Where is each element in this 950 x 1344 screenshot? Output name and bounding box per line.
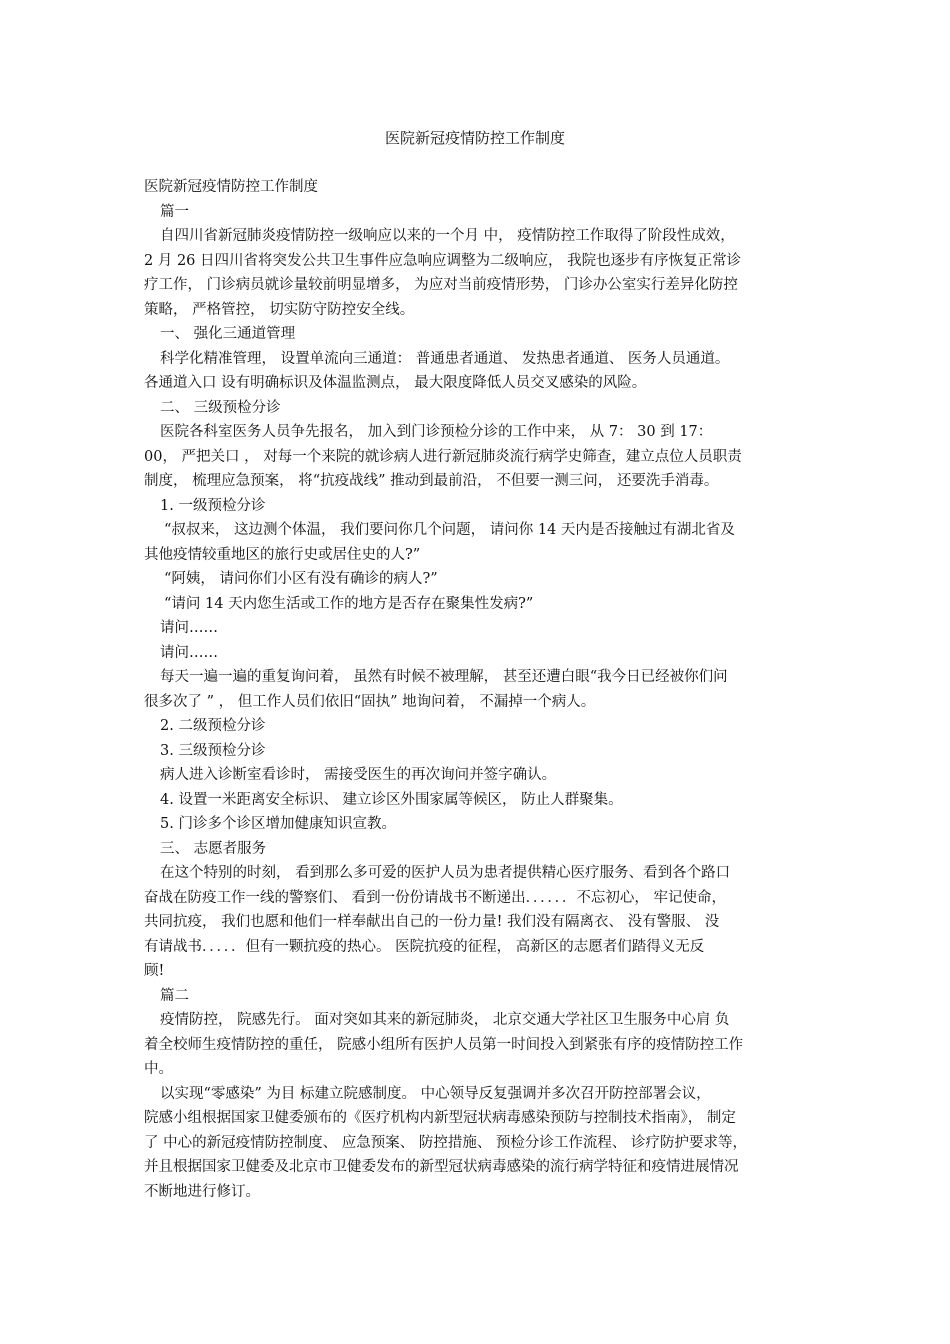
text-line: 了 中心的新冠疫情防控制度、 应急预案、 防控措施、 预检分诊工作流程、 诊疗防护要求等，	[144, 1134, 748, 1151]
text-line: 顾!	[144, 963, 165, 979]
text-line: 并且根据国家卫健委及北京市卫健委发布的新型冠状病毒感染的流行病学特征和疫情进展情况	[144, 1159, 739, 1175]
text-line: 每天一遍一遍的重复询问着， 虽然有时候不被理解， 甚至还遭白眼“我今日已经被你们问	[160, 669, 728, 685]
text-line: 4. 设置一米距离安全标识、 建立诊区外围家属等候区， 防止人群聚集。	[160, 791, 623, 808]
text-line: 策略， 严格管控， 切实防守防控安全线。	[144, 301, 415, 318]
text-line: 以实现“零感染” 为目 标建立院感制度。 中心领导反复强调并多次召开防控部署会议，	[160, 1085, 711, 1102]
text-line: 三、 志愿者服务	[160, 840, 267, 857]
text-line: “请问 14 天内您生活或工作的地方是否存在聚集性发病?”	[164, 595, 534, 612]
text-line: 1. 一级预检分诊	[160, 497, 266, 514]
text-line: 科学化精准管理， 设置单流向三通道： 普通患者通道、 发热患者通道、 医务人员通道。	[160, 350, 730, 367]
text-line: 有请战书．．．．．但有一颗抗疫的热心。 医院抗疫的征程， 高新区的志愿者们踏得义无反	[144, 938, 705, 955]
text-line: 病人进入诊断室看诊时， 需接受医生的再次询问并签字确认。	[160, 767, 557, 783]
text-line: 二、 三级预检分诊	[160, 399, 281, 416]
text-line: 医院各科室医务人员争先报名， 加入到门诊预检分诊的工作中来， 从 7： 30 到 17：	[160, 424, 713, 440]
text-line: 其他疫情较重地区的旅行史或居住史的人?”	[144, 546, 421, 563]
text-line: 疗工作， 门诊病员就诊量较前明显增多， 为应对当前疫情形势， 门诊办公室实行差异化防控	[144, 277, 738, 293]
text-line: 很多次了 ” ， 但工作人员们依旧“固执” 地询问着， 不漏掉一个病人。	[144, 693, 596, 710]
text-line: 00， 严把关口 ， 对每一个来院的就诊病人进行新冠肺炎流行病学史筛查，建立点位人员职责	[144, 448, 742, 465]
text-line: 在这个特别的时刻， 看到那么多可爱的医护人员为患者提供精心医疗服务、看到各个路口	[160, 865, 731, 881]
document-body	[144, 175, 824, 1204]
text-line: 自四川省新冠肺炎疫情防控一级响应以来的一个月 中， 疫情防控工作取得了阶段性成效，	[160, 228, 735, 244]
text-line: 不断地进行修订。	[144, 1183, 260, 1200]
page-title: 医院新冠疫情防控工作制度	[384, 129, 565, 147]
text-line: 疫情防控， 院感先行。 面对突如其来的新冠肺炎， 北京交通大学社区卫生服务中心肩 负	[160, 1012, 730, 1028]
text-line: 2 月 26 日四川省将突发公共卫生事件应急响应调整为二级响应， 我院也逐步有序恢复正常诊	[144, 252, 742, 269]
text-line: 请问……	[160, 620, 218, 636]
text-line: 奋战在防疫工作一线的警察们、 看到一份份请战书不断递出．．．．．．不忘初心， 牢记使命，	[144, 889, 726, 906]
text-line: 请问……	[160, 644, 218, 661]
text-line: 篇一	[160, 203, 189, 220]
text-line: 制度， 梳理应急预案， 将“抗疫战线” 推动到最前沿， 不但要一测三问， 还要洗手消毒。	[144, 473, 719, 489]
text-line: 5. 门诊多个诊区增加健康知识宣教。	[160, 816, 396, 832]
text-line: 院感小组根据国家卫健委颁布的《医疗机构内新型冠状病毒感染预防与控制技术指南》， 制定	[144, 1110, 736, 1126]
text-line: 着全校师生疫情防控的重任， 院感小组所有医护人员第一时间投入到紧张有序的疫情防控工作	[144, 1036, 744, 1053]
text-line: 中。	[144, 1061, 173, 1077]
text-line: 一、 强化三通道管理	[160, 326, 296, 342]
text-line: “叔叔来， 这边测个体温， 我们要问你几个问题， 请问你 14 天内是否接触过有湖北省及	[164, 522, 735, 538]
text-line: 共同抗疫， 我们也愿和他们一样奉献出自己的一份力量! 我们没有隔离衣、 没有警服、 没	[144, 914, 720, 930]
text-line: 医院新冠疫情防控工作制度	[144, 179, 318, 195]
text-line: 2. 二级预检分诊	[160, 718, 266, 734]
text-line: 3. 三级预检分诊	[160, 742, 266, 759]
text-line: “阿姨， 请问你们小区有没有确诊的病人?”	[164, 571, 438, 587]
text-line: 各通道入口 设有明确标识及体温监测点， 最大限度降低人员交叉感染的风险。	[144, 375, 647, 391]
text-line: 篇二	[160, 987, 189, 1004]
